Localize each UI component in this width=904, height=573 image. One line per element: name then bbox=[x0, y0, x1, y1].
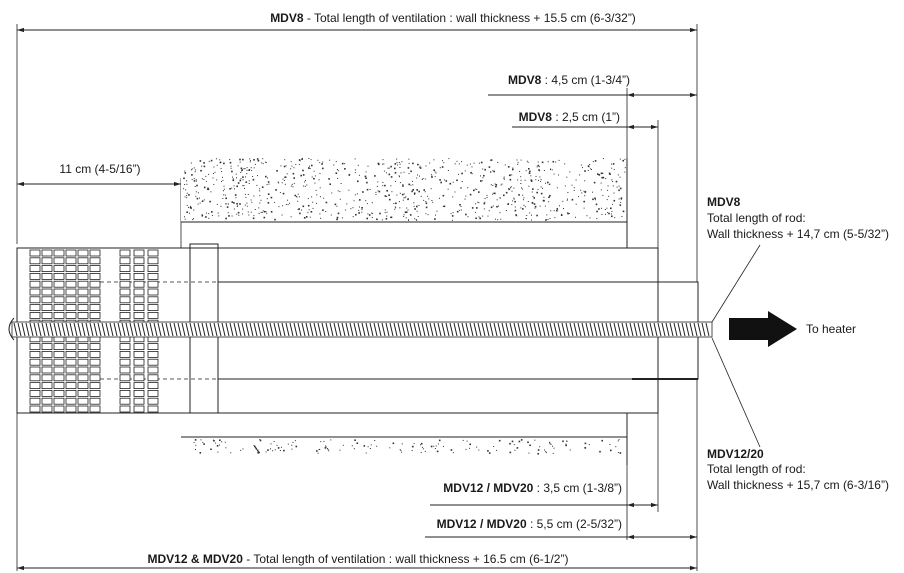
rod-mdv12-leader bbox=[712, 338, 760, 447]
mdv12-35-label: MDV12 / MDV20 : 3,5 cm (1-3/8”) bbox=[443, 481, 622, 495]
rod-mdv12-line1: Total length of rod: bbox=[707, 462, 806, 476]
wall-top bbox=[181, 158, 627, 248]
mdv12-55-label: MDV12 / MDV20 : 5,5 cm (2-5/32”) bbox=[436, 517, 622, 531]
bottom-dimension-label: MDV12 & MDV20 - Total length of ventilation : wall thickness + 16.5 cm (6-1/2”) bbox=[147, 552, 569, 566]
rod-mdv12-line2: Wall thickness + 15,7 cm (6-3/16”) bbox=[707, 478, 889, 492]
to-heater-label: To heater bbox=[806, 322, 857, 336]
rod-mdv8-line1: Total length of rod: bbox=[707, 211, 806, 225]
rod-mdv8-model: MDV8 bbox=[707, 195, 741, 209]
wall-bottom bbox=[181, 413, 627, 465]
mdv8-45-label: MDV8 : 4,5 cm (1-3/4”) bbox=[507, 73, 630, 87]
left-11cm-label: 11 cm (4-5/16”) bbox=[59, 162, 141, 176]
rod-mdv12-model: MDV12/20 bbox=[707, 447, 764, 461]
to-heater-arrow bbox=[729, 311, 797, 347]
threaded-rod bbox=[12, 322, 712, 337]
rod-mdv8-line2: Wall thickness + 14,7 cm (5-5/32”) bbox=[707, 227, 889, 241]
mdv8-25-label: MDV8 : 2,5 cm (1”) bbox=[518, 110, 620, 124]
rod-mdv8-leader bbox=[712, 245, 760, 322]
top-dimension-label: MDV8 - Total length of ventilation : wall thickness + 15.5 cm (6-3/32”) bbox=[270, 11, 636, 25]
